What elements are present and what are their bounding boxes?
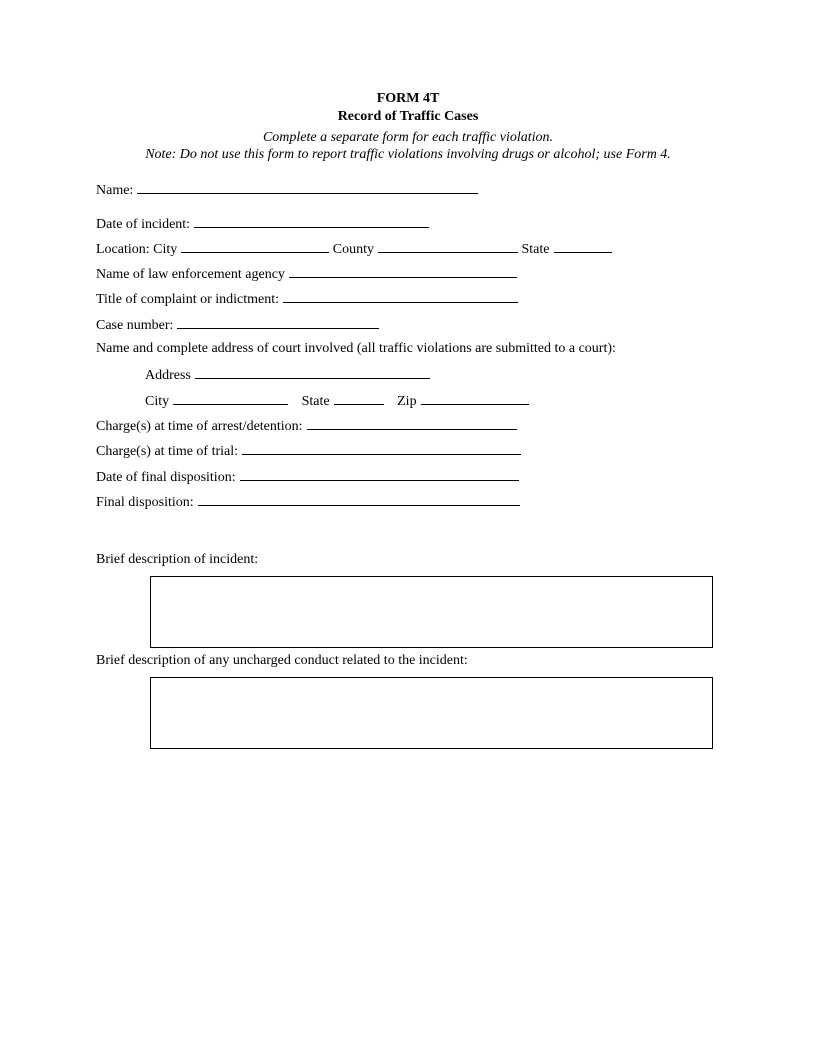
court-address-field[interactable] bbox=[195, 366, 430, 379]
court-address-label: Address bbox=[145, 368, 191, 383]
court-address-row bbox=[145, 366, 430, 384]
form-title: Record of Traffic Cases bbox=[337, 109, 479, 124]
court-city-field[interactable] bbox=[173, 392, 288, 405]
court-state-field[interactable] bbox=[334, 392, 384, 405]
name-field[interactable] bbox=[137, 181, 478, 194]
location-state-field[interactable] bbox=[554, 240, 612, 253]
agency-row bbox=[96, 265, 517, 283]
form-instruction: Complete a separate form for each traffic violation. bbox=[262, 130, 554, 145]
case-number-field[interactable] bbox=[177, 316, 379, 329]
complaint-title-field[interactable] bbox=[283, 290, 518, 303]
complaint-title-row bbox=[96, 290, 518, 308]
charges-trial-row bbox=[96, 442, 521, 460]
form-id: FORM 4T bbox=[376, 91, 440, 106]
charges-arrest-field[interactable] bbox=[307, 417, 517, 430]
final-disposition-date-label: Date of final disposition: bbox=[96, 470, 236, 485]
complaint-title-label: Title of complaint or indictment: bbox=[96, 292, 280, 307]
charges-trial-label: Charge(s) at time of trial: bbox=[96, 444, 239, 459]
charges-arrest-row bbox=[96, 417, 517, 435]
court-zip-label: Zip bbox=[397, 394, 417, 409]
charges-trial-field[interactable] bbox=[242, 442, 521, 455]
location-state-label: State bbox=[521, 242, 550, 257]
agency-label: Name of law enforcement agency bbox=[96, 267, 285, 282]
final-disposition-date-row bbox=[96, 468, 519, 486]
agency-field[interactable] bbox=[289, 265, 517, 278]
location-city-label: Location: City bbox=[96, 242, 178, 257]
final-disposition-label: Final disposition: bbox=[96, 495, 194, 510]
date-of-incident-field[interactable] bbox=[194, 215, 429, 228]
location-row bbox=[96, 240, 612, 258]
court-city-label: City bbox=[145, 394, 170, 409]
court-city-state-zip-row bbox=[145, 392, 529, 410]
name-label: Name: bbox=[96, 183, 134, 198]
uncharged-conduct-label: Brief description of any uncharged conduct related to the incident: bbox=[96, 653, 468, 668]
form-note: Note: Do not use this form to report traffic violations involving drugs or alcohol; use Form 4. bbox=[145, 147, 671, 162]
date-of-incident-label: Date of incident: bbox=[96, 217, 191, 232]
location-county-label: County bbox=[332, 242, 374, 257]
name-row bbox=[96, 181, 478, 199]
incident-description-box[interactable] bbox=[150, 576, 713, 648]
charges-arrest-label: Charge(s) at time of arrest/detention: bbox=[96, 419, 303, 434]
incident-description-label: Brief description of incident: bbox=[96, 552, 259, 567]
court-state-label: State bbox=[301, 394, 330, 409]
final-disposition-field[interactable] bbox=[198, 493, 520, 506]
location-city-field[interactable] bbox=[181, 240, 329, 253]
final-disposition-date-field[interactable] bbox=[240, 468, 519, 481]
final-disposition-row bbox=[96, 493, 520, 511]
uncharged-conduct-box[interactable] bbox=[150, 677, 713, 749]
court-heading: Name and complete address of court involved (all traffic violations are submitted to a court): bbox=[96, 341, 616, 356]
location-county-field[interactable] bbox=[378, 240, 518, 253]
case-number-row bbox=[96, 316, 379, 334]
case-number-label: Case number: bbox=[96, 318, 174, 333]
court-zip-field[interactable] bbox=[421, 392, 529, 405]
date-of-incident-row bbox=[96, 215, 429, 233]
